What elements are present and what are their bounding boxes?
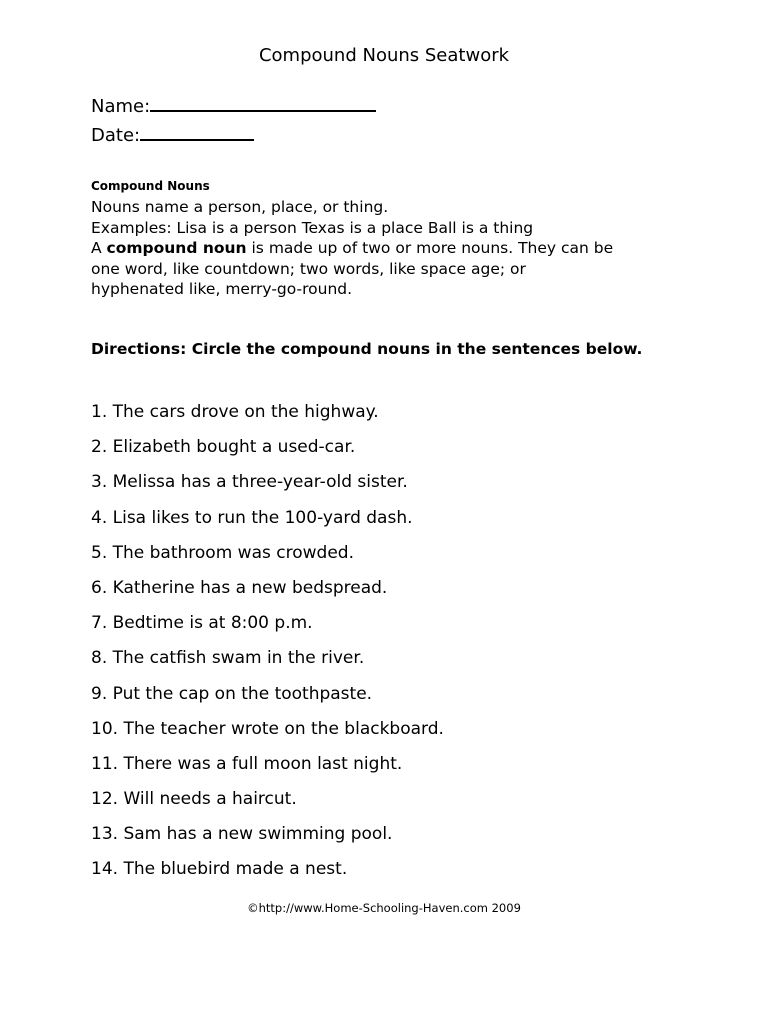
page-title: Compound Nouns Seatwork <box>258 45 510 66</box>
intro-line: one word, like countdown; two words, like space age; or <box>91 259 526 278</box>
compound-noun-term: compound noun <box>106 239 247 257</box>
sentence-item: 6. Katherine has a new bedspread. <box>91 577 388 598</box>
sentence-item: 4. Lisa likes to run the 100-yard dash. <box>91 507 413 528</box>
date-label: Date: <box>91 125 141 146</box>
sentence-item: 12. Will needs a haircut. <box>91 789 297 810</box>
sentence-list <box>91 401 444 894</box>
copyright-footer: ©http://www.Home-Schooling-Haven.com 2009 <box>247 901 521 915</box>
sentence-item: 13. Sam has a new swimming pool. <box>91 824 393 845</box>
name-field <box>91 94 376 117</box>
name-blank-line[interactable] <box>150 94 376 112</box>
section-heading: Compound Nouns <box>91 179 210 193</box>
intro-text <box>91 197 691 300</box>
intro-text-part: A <box>91 239 107 257</box>
intro-line: hyphenated like, merry-go-round. <box>91 280 353 298</box>
sentence-item: 10. The teacher wrote on the blackboard. <box>91 718 444 739</box>
directions: Directions: Circle the compound nouns in the sentences below. <box>91 340 643 358</box>
sentence-item: 14. The bluebird made a nest. <box>91 859 348 880</box>
sentence-item: 3. Melissa has a three-year-old sister. <box>91 472 408 493</box>
intro-line <box>91 238 691 259</box>
sentence-item: 11. There was a full moon last night. <box>91 753 403 774</box>
date-field <box>91 123 254 146</box>
date-blank-line[interactable] <box>140 123 254 141</box>
sentence-item: 2. Elizabeth bought a used-car. <box>91 437 356 458</box>
intro-line: Nouns name a person, place, or thing. <box>91 198 389 216</box>
sentence-item: 9. Put the cap on the toothpaste. <box>91 683 373 704</box>
name-label: Name: <box>91 96 151 117</box>
sentence-item: 8. The catfish swam in the river. <box>91 648 365 669</box>
intro-text-part: is made up of two or more nouns. They can be <box>246 239 614 257</box>
sentence-item: 1. The cars drove on the highway. <box>91 402 379 422</box>
sentence-item: 5. The bathroom was crowded. <box>91 542 354 563</box>
sentence-item: 7. Bedtime is at 8:00 p.m. <box>91 613 313 634</box>
intro-line: Examples: Lisa is a person Texas is a place Ball is a thing <box>91 218 534 237</box>
